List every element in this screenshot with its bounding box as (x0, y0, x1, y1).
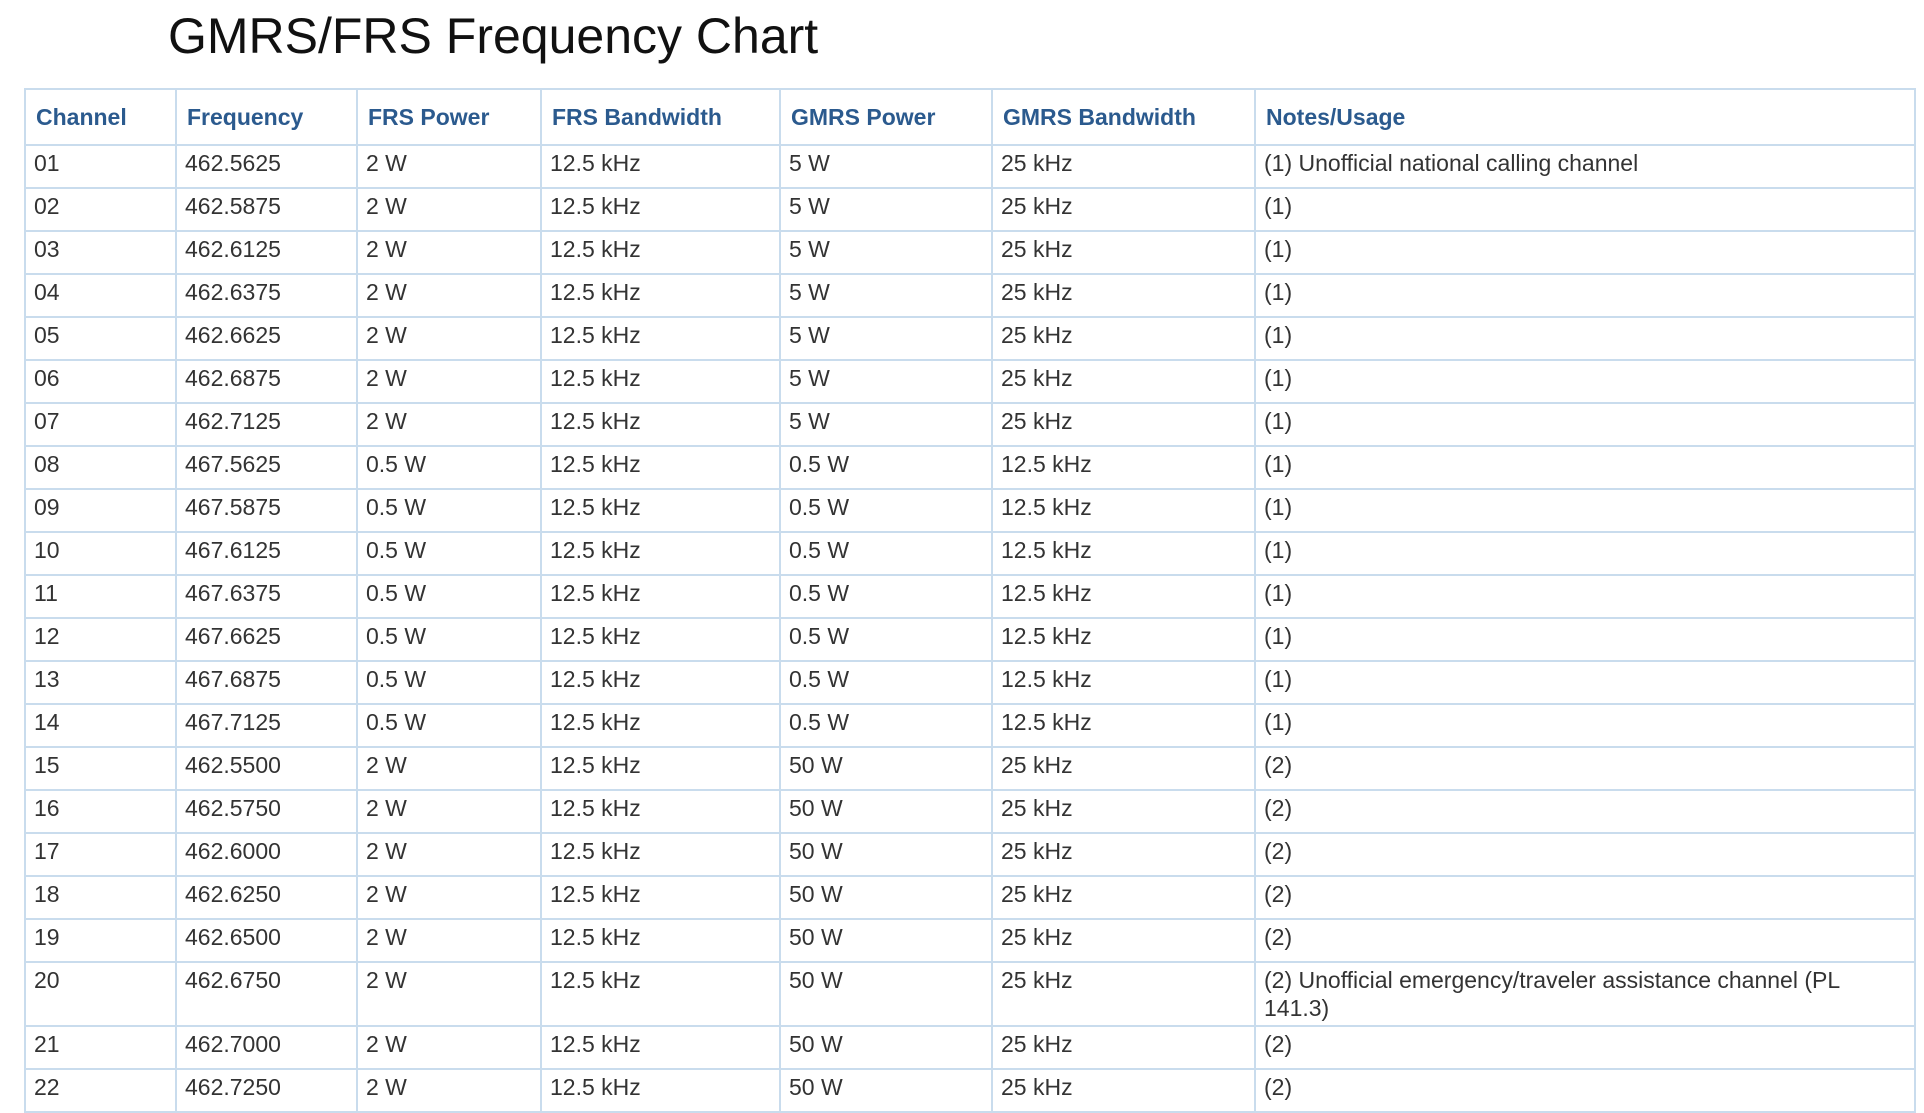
cell-frs-power: 2 W (357, 317, 541, 360)
cell-frs-bandwidth: 12.5 kHz (541, 360, 780, 403)
cell-frs-power: 2 W (357, 747, 541, 790)
cell-frs-bandwidth: 12.5 kHz (541, 618, 780, 661)
cell-channel: 21 (25, 1026, 176, 1069)
cell-channel: 22 (25, 1069, 176, 1112)
cell-gmrs-power: 0.5 W (780, 618, 992, 661)
cell-frs-bandwidth: 12.5 kHz (541, 446, 780, 489)
table-row (25, 317, 1915, 360)
cell-frs-power: 0.5 W (357, 575, 541, 618)
cell-gmrs-bandwidth: 25 kHz (992, 833, 1255, 876)
cell-gmrs-power: 5 W (780, 360, 992, 403)
cell-gmrs-bandwidth: 25 kHz (992, 403, 1255, 446)
cell-notes-usage: (2) Unofficial emergency/traveler assistance channel (PL 141.3) (1255, 962, 1915, 1026)
cell-frs-bandwidth: 12.5 kHz (541, 1069, 780, 1112)
cell-notes-usage: (1) (1255, 704, 1915, 747)
cell-frs-bandwidth: 12.5 kHz (541, 661, 780, 704)
cell-gmrs-power: 5 W (780, 403, 992, 446)
cell-frequency: 467.7125 (176, 704, 357, 747)
cell-gmrs-bandwidth: 25 kHz (992, 919, 1255, 962)
cell-gmrs-power: 0.5 W (780, 661, 992, 704)
cell-channel: 04 (25, 274, 176, 317)
table-row (25, 1069, 1915, 1112)
cell-gmrs-bandwidth: 12.5 kHz (992, 618, 1255, 661)
cell-frs-power: 2 W (357, 231, 541, 274)
cell-frs-bandwidth: 12.5 kHz (541, 188, 780, 231)
cell-notes-usage: (1) (1255, 489, 1915, 532)
cell-gmrs-bandwidth: 12.5 kHz (992, 532, 1255, 575)
cell-frs-power: 2 W (357, 188, 541, 231)
header-frequency: Frequency (176, 89, 357, 145)
cell-frs-power: 0.5 W (357, 661, 541, 704)
cell-frequency: 462.7000 (176, 1026, 357, 1069)
cell-gmrs-power: 5 W (780, 231, 992, 274)
cell-frs-power: 0.5 W (357, 446, 541, 489)
cell-channel: 18 (25, 876, 176, 919)
cell-frequency: 462.6000 (176, 833, 357, 876)
cell-channel: 07 (25, 403, 176, 446)
cell-channel: 12 (25, 618, 176, 661)
cell-frs-bandwidth: 12.5 kHz (541, 790, 780, 833)
cell-gmrs-bandwidth: 25 kHz (992, 790, 1255, 833)
cell-gmrs-bandwidth: 25 kHz (992, 231, 1255, 274)
cell-frequency: 462.6375 (176, 274, 357, 317)
cell-gmrs-power: 0.5 W (780, 575, 992, 618)
table-row (25, 360, 1915, 403)
cell-frequency: 462.7125 (176, 403, 357, 446)
table-row (25, 747, 1915, 790)
cell-frs-bandwidth: 12.5 kHz (541, 876, 780, 919)
page-title: GMRS/FRS Frequency Chart (168, 8, 819, 64)
header-frs-bandwidth: FRS Bandwidth (541, 89, 780, 145)
cell-gmrs-power: 50 W (780, 1026, 992, 1069)
cell-frequency: 462.5500 (176, 747, 357, 790)
cell-gmrs-power: 50 W (780, 876, 992, 919)
cell-frs-power: 2 W (357, 962, 541, 1026)
cell-frs-power: 2 W (357, 876, 541, 919)
cell-gmrs-bandwidth: 12.5 kHz (992, 575, 1255, 618)
table-row (25, 188, 1915, 231)
cell-channel: 01 (25, 145, 176, 188)
cell-notes-usage: (1) (1255, 446, 1915, 489)
cell-frs-bandwidth: 12.5 kHz (541, 403, 780, 446)
table-row (25, 962, 1915, 1026)
cell-gmrs-bandwidth: 25 kHz (992, 876, 1255, 919)
cell-frs-power: 2 W (357, 1069, 541, 1112)
table-row (25, 919, 1915, 962)
table-row (25, 446, 1915, 489)
cell-frs-bandwidth: 12.5 kHz (541, 145, 780, 188)
cell-channel: 13 (25, 661, 176, 704)
cell-frequency: 467.6125 (176, 532, 357, 575)
cell-notes-usage: (1) (1255, 618, 1915, 661)
header-row (25, 89, 1915, 145)
cell-channel: 20 (25, 962, 176, 1026)
cell-gmrs-power: 5 W (780, 145, 992, 188)
cell-frs-power: 2 W (357, 919, 541, 962)
cell-frs-bandwidth: 12.5 kHz (541, 274, 780, 317)
cell-frs-bandwidth: 12.5 kHz (541, 317, 780, 360)
cell-gmrs-power: 50 W (780, 833, 992, 876)
table-header (25, 89, 1915, 145)
cell-channel: 09 (25, 489, 176, 532)
cell-notes-usage: (1) (1255, 317, 1915, 360)
cell-channel: 19 (25, 919, 176, 962)
cell-gmrs-bandwidth: 12.5 kHz (992, 446, 1255, 489)
table-row (25, 274, 1915, 317)
cell-notes-usage: (2) (1255, 747, 1915, 790)
cell-frs-bandwidth: 12.5 kHz (541, 833, 780, 876)
cell-gmrs-power: 5 W (780, 274, 992, 317)
cell-gmrs-bandwidth: 25 kHz (992, 962, 1255, 1026)
cell-frs-power: 2 W (357, 790, 541, 833)
cell-frs-power: 2 W (357, 360, 541, 403)
cell-notes-usage: (2) (1255, 1069, 1915, 1112)
cell-frs-bandwidth: 12.5 kHz (541, 919, 780, 962)
cell-gmrs-power: 0.5 W (780, 446, 992, 489)
cell-frequency: 462.5625 (176, 145, 357, 188)
cell-channel: 06 (25, 360, 176, 403)
table-row (25, 704, 1915, 747)
cell-gmrs-bandwidth: 25 kHz (992, 1026, 1255, 1069)
cell-frequency: 462.6125 (176, 231, 357, 274)
cell-frs-power: 2 W (357, 145, 541, 188)
cell-frequency: 462.7250 (176, 1069, 357, 1112)
cell-frequency: 467.6625 (176, 618, 357, 661)
cell-gmrs-bandwidth: 12.5 kHz (992, 489, 1255, 532)
cell-notes-usage: (1) (1255, 231, 1915, 274)
frequency-table (24, 88, 1916, 1113)
cell-notes-usage: (1) (1255, 532, 1915, 575)
cell-frequency: 467.6875 (176, 661, 357, 704)
table-row (25, 1026, 1915, 1069)
table-row (25, 790, 1915, 833)
cell-channel: 15 (25, 747, 176, 790)
cell-frs-power: 2 W (357, 1026, 541, 1069)
cell-notes-usage: (2) (1255, 876, 1915, 919)
cell-frequency: 467.6375 (176, 575, 357, 618)
cell-gmrs-power: 0.5 W (780, 704, 992, 747)
cell-notes-usage: (2) (1255, 919, 1915, 962)
cell-frequency: 462.6625 (176, 317, 357, 360)
cell-gmrs-bandwidth: 25 kHz (992, 145, 1255, 188)
cell-notes-usage: (2) (1255, 790, 1915, 833)
cell-channel: 17 (25, 833, 176, 876)
cell-channel: 10 (25, 532, 176, 575)
cell-notes-usage: (2) (1255, 1026, 1915, 1069)
cell-channel: 16 (25, 790, 176, 833)
cell-frequency: 462.6750 (176, 962, 357, 1026)
cell-notes-usage: (1) (1255, 575, 1915, 618)
cell-channel: 08 (25, 446, 176, 489)
cell-gmrs-bandwidth: 25 kHz (992, 360, 1255, 403)
cell-frequency: 462.6875 (176, 360, 357, 403)
cell-gmrs-bandwidth: 25 kHz (992, 1069, 1255, 1112)
table-row (25, 575, 1915, 618)
cell-gmrs-bandwidth: 12.5 kHz (992, 704, 1255, 747)
cell-gmrs-power: 0.5 W (780, 489, 992, 532)
cell-notes-usage: (1) (1255, 274, 1915, 317)
cell-gmrs-bandwidth: 25 kHz (992, 188, 1255, 231)
cell-frs-bandwidth: 12.5 kHz (541, 532, 780, 575)
cell-notes-usage: (1) Unofficial national calling channel (1255, 145, 1915, 188)
cell-notes-usage: (2) (1255, 833, 1915, 876)
table-row (25, 403, 1915, 446)
cell-gmrs-power: 50 W (780, 1069, 992, 1112)
cell-frs-power: 0.5 W (357, 618, 541, 661)
cell-frequency: 467.5625 (176, 446, 357, 489)
cell-gmrs-power: 0.5 W (780, 532, 992, 575)
cell-frs-power: 0.5 W (357, 489, 541, 532)
cell-channel: 11 (25, 575, 176, 618)
table-row (25, 532, 1915, 575)
cell-channel: 03 (25, 231, 176, 274)
cell-notes-usage: (1) (1255, 403, 1915, 446)
cell-frs-power: 0.5 W (357, 532, 541, 575)
table-row (25, 661, 1915, 704)
table-row (25, 231, 1915, 274)
cell-frs-power: 2 W (357, 274, 541, 317)
cell-frs-bandwidth: 12.5 kHz (541, 704, 780, 747)
cell-frs-bandwidth: 12.5 kHz (541, 231, 780, 274)
cell-frs-power: 2 W (357, 403, 541, 446)
header-frs-power: FRS Power (357, 89, 541, 145)
cell-notes-usage: (1) (1255, 188, 1915, 231)
cell-frs-bandwidth: 12.5 kHz (541, 962, 780, 1026)
cell-frs-power: 2 W (357, 833, 541, 876)
cell-gmrs-power: 50 W (780, 919, 992, 962)
cell-gmrs-power: 50 W (780, 790, 992, 833)
cell-gmrs-bandwidth: 25 kHz (992, 747, 1255, 790)
cell-frs-bandwidth: 12.5 kHz (541, 747, 780, 790)
table-row (25, 145, 1915, 188)
cell-frequency: 462.6250 (176, 876, 357, 919)
cell-frequency: 462.6500 (176, 919, 357, 962)
table-row (25, 618, 1915, 661)
cell-gmrs-power: 50 W (780, 747, 992, 790)
cell-gmrs-bandwidth: 25 kHz (992, 317, 1255, 360)
header-channel: Channel (25, 89, 176, 145)
cell-frs-bandwidth: 12.5 kHz (541, 575, 780, 618)
cell-notes-usage: (1) (1255, 661, 1915, 704)
cell-notes-usage: (1) (1255, 360, 1915, 403)
cell-frs-bandwidth: 12.5 kHz (541, 489, 780, 532)
cell-gmrs-bandwidth: 12.5 kHz (992, 661, 1255, 704)
cell-frequency: 462.5750 (176, 790, 357, 833)
header-notes-usage: Notes/Usage (1255, 89, 1915, 145)
table-row (25, 489, 1915, 532)
cell-frequency: 467.5875 (176, 489, 357, 532)
table-body (25, 145, 1915, 1112)
table-row (25, 876, 1915, 919)
cell-frequency: 462.5875 (176, 188, 357, 231)
cell-gmrs-power: 5 W (780, 317, 992, 360)
table-row (25, 833, 1915, 876)
cell-frs-power: 0.5 W (357, 704, 541, 747)
cell-gmrs-power: 5 W (780, 188, 992, 231)
header-gmrs-bandwidth: GMRS Bandwidth (992, 89, 1255, 145)
cell-gmrs-bandwidth: 25 kHz (992, 274, 1255, 317)
cell-channel: 02 (25, 188, 176, 231)
cell-channel: 14 (25, 704, 176, 747)
cell-frs-bandwidth: 12.5 kHz (541, 1026, 780, 1069)
cell-channel: 05 (25, 317, 176, 360)
cell-gmrs-power: 50 W (780, 962, 992, 1026)
header-gmrs-power: GMRS Power (780, 89, 992, 145)
